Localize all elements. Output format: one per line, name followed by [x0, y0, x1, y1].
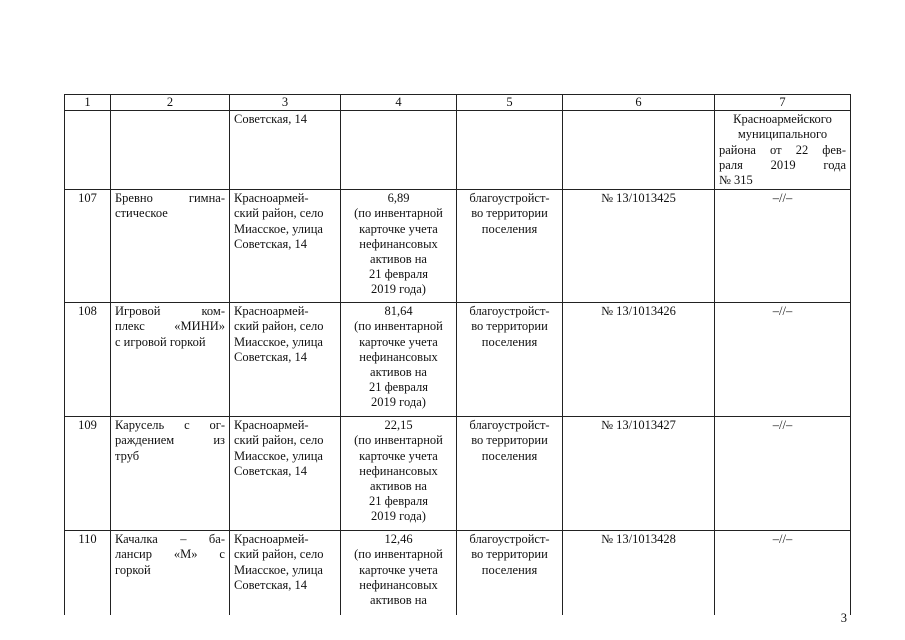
basis-line: муниципального [737, 127, 828, 142]
purpose-line: благоустройст- [469, 304, 550, 319]
purpose-line: благоустройст- [469, 191, 550, 206]
empty-cell [457, 111, 563, 190]
object-name-line: Игровой ком- [115, 304, 225, 319]
object-name-cell [111, 531, 230, 615]
address-line: Миасское, улица [234, 448, 323, 463]
value-line: 21 февраля [368, 380, 429, 395]
purpose-line: благоустройст- [469, 532, 550, 547]
value-cell [341, 417, 457, 531]
row-number-cell: 109 [65, 417, 111, 531]
basis-line: № 315 [719, 173, 753, 188]
purpose-line: благоустройст- [469, 418, 550, 433]
value-line: активов на [370, 365, 427, 380]
row-number-cell: 107 [65, 190, 111, 303]
value-line: (по инвентарной [354, 547, 443, 562]
object-name-line: Карусель с ог- [115, 418, 225, 433]
address-line: ский район, село [234, 206, 324, 221]
address-line: Советская, 14 [234, 349, 308, 364]
basis-cell: –//– [715, 303, 851, 417]
purpose-cell [457, 417, 563, 531]
address-cell [230, 303, 341, 417]
address-line: Красноармей- [234, 304, 309, 319]
table-row [65, 190, 851, 303]
inventory-number-cell: № 13/1013428 [563, 531, 715, 615]
continuation-row [65, 111, 851, 190]
basis-cell: –//– [715, 190, 851, 303]
value-line: 2019 года) [371, 282, 426, 297]
address-line: ский район, село [234, 433, 324, 448]
row-number-cell: 110 [65, 531, 111, 615]
object-name-cell [111, 417, 230, 531]
table-row [65, 303, 851, 417]
value-line: активов на [370, 252, 427, 267]
purpose-line: во территории [471, 206, 548, 221]
address-cell [230, 417, 341, 531]
object-name-line: лансир «М» с [115, 547, 225, 562]
value-line: активов на [370, 593, 427, 608]
address-line: ский район, село [234, 319, 324, 334]
value-line: 81,64 [384, 304, 413, 319]
address-line: Миасское, улица [234, 334, 323, 349]
page-number: 3 [840, 611, 847, 625]
address-line: ский район, село [234, 547, 324, 562]
column-number: 5 [457, 95, 563, 111]
purpose-line: поселения [481, 448, 538, 463]
purpose-line: во территории [471, 319, 548, 334]
basis-line: Красноармейского [733, 112, 832, 127]
value-line: 21 февраля [368, 267, 429, 282]
basis-line: района от 22 фев- [719, 142, 846, 157]
address-line: Красноармей- [234, 191, 309, 206]
purpose-cell [457, 531, 563, 615]
object-name-cell [111, 190, 230, 303]
column-number: 4 [341, 95, 457, 111]
object-name-line: раждением из [115, 433, 225, 448]
object-name-line: горкой [115, 562, 151, 577]
column-number: 1 [65, 95, 111, 111]
object-name-line: плекс «МИНИ» [115, 319, 225, 334]
empty-cell [65, 111, 111, 190]
value-line: (по инвентарной [354, 433, 443, 448]
column-number: 7 [715, 95, 851, 111]
table-row [65, 417, 851, 531]
table-row [65, 531, 851, 615]
inventory-number-cell: № 13/1013426 [563, 303, 715, 417]
value-line: 21 февраля [368, 494, 429, 509]
column-number-row [65, 95, 851, 111]
inventory-number-cell: № 13/1013427 [563, 417, 715, 531]
value-line: 6,89 [387, 191, 410, 206]
object-name-line: Бревно гимна- [115, 191, 225, 206]
basis-cell [715, 111, 851, 190]
value-line: карточке учета [359, 334, 438, 349]
purpose-line: поселения [481, 562, 538, 577]
value-cell [341, 303, 457, 417]
purpose-line: поселения [481, 221, 538, 236]
empty-cell [111, 111, 230, 190]
empty-cell [341, 111, 457, 190]
value-line: нефинансовых [359, 577, 438, 592]
row-number-cell: 108 [65, 303, 111, 417]
address-line: Миасское, улица [234, 221, 323, 236]
purpose-line: поселения [481, 334, 538, 349]
basis-line: раля 2019 года [719, 157, 846, 172]
basis-cell: –//– [715, 417, 851, 531]
value-line: нефинансовых [359, 349, 438, 364]
address-line: Советская, 14 [234, 577, 308, 592]
column-number: 3 [230, 95, 341, 111]
basis-cell: –//– [715, 531, 851, 615]
address-line: Красноармей- [234, 418, 309, 433]
purpose-line: во территории [471, 433, 548, 448]
object-name-line: стическое [115, 206, 168, 221]
address-line: Красноармей- [234, 532, 309, 547]
object-name-line: с игровой горкой [115, 334, 206, 349]
address-line: Миасское, улица [234, 562, 323, 577]
property-register-table [64, 94, 851, 615]
value-line: карточке учета [359, 562, 438, 577]
inventory-number-cell: № 13/1013425 [563, 190, 715, 303]
column-number: 6 [563, 95, 715, 111]
value-line: 2019 года) [371, 395, 426, 410]
value-line: карточке учета [359, 221, 438, 236]
value-line: 22,15 [384, 418, 413, 433]
object-name-line: труб [115, 448, 140, 463]
value-line: карточке учета [359, 448, 438, 463]
value-line: (по инвентарной [354, 319, 443, 334]
address-cell: Советская, 14 [230, 111, 341, 190]
value-line: нефинансовых [359, 236, 438, 251]
address-cell [230, 190, 341, 303]
value-line: 12,46 [384, 532, 413, 547]
address-line: Советская, 14 [234, 236, 308, 251]
address-cell [230, 531, 341, 615]
value-line: (по инвентарной [354, 206, 443, 221]
value-line: 2019 года) [371, 509, 426, 524]
address-line: Советская, 14 [234, 463, 308, 478]
value-cell [341, 531, 457, 615]
purpose-cell [457, 190, 563, 303]
empty-cell [563, 111, 715, 190]
purpose-line: во территории [471, 547, 548, 562]
value-line: нефинансовых [359, 463, 438, 478]
object-name-line: Качалка – ба- [115, 532, 225, 547]
value-line: активов на [370, 479, 427, 494]
column-number: 2 [111, 95, 230, 111]
object-name-cell [111, 303, 230, 417]
purpose-cell [457, 303, 563, 417]
value-cell [341, 190, 457, 303]
